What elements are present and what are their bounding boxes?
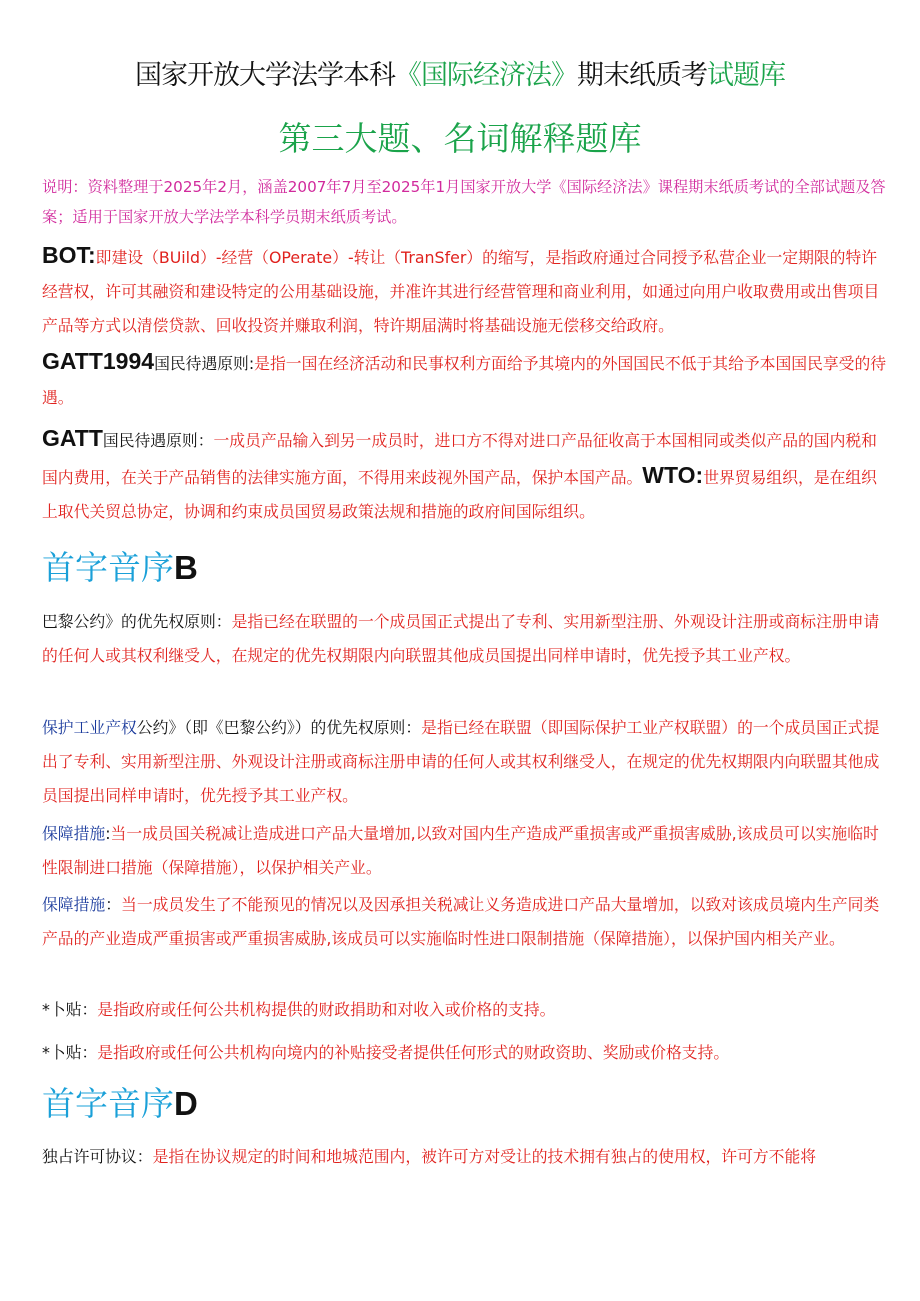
entry-term: : [105, 824, 111, 843]
entry-definition: 一成员产品输入到另一成员时，进口方不得对进口产品征收高于本国相同或类似产品的国内税和国内费用，在关于产品销售的法律实施方面，不得用来歧视外国产品，保护本国产品。 [42, 431, 877, 487]
entry-industrial-property-priority [42, 711, 887, 813]
section-heading-b [42, 546, 198, 590]
intro-note: 说明：资料整理于2025年2月，涵盖2007年7月至2025年1月国家开放大学《国际经济法》课程期末纸质考试的全部试题及答案；适用于国家开放大学法学本科学员期末纸质考试。 [42, 178, 886, 226]
entry-term-highlight: 保障措施 [42, 895, 106, 914]
entry-bot [42, 238, 887, 343]
entry-gatt [42, 421, 887, 529]
entry-definition: 是指政府或任何公共机构提供的财政捐助和对收入或价格的支持。 [97, 1000, 556, 1019]
entry-definition: 是指一国在经济活动和民事权利方面给予其境内的外国国民不低于其给予本国国民享受的待遇。 [42, 354, 887, 407]
title-prefix: 国家开放大学法学本科 [135, 60, 395, 91]
entry-term: *卜贴： [42, 1043, 98, 1062]
entry-term-highlight: 保障措施 [42, 824, 106, 843]
section-heading-d [42, 1082, 198, 1126]
entry-definition: 是指已经在联盟（即国际保护工业产权联盟）的一个成员国正式提出了专利、实用新型注册、外观设计注册或商标注册申请的任何人或其权利继受人，在规定的优先权期限内向联盟其他成员国提出同样申请时，优先授予其工业产权。 [42, 718, 880, 805]
section-letter: B [174, 549, 198, 586]
title-middle: 期末纸质考 [577, 60, 707, 91]
entry-exclusive-license [42, 1140, 887, 1174]
entry-paris-priority [42, 605, 887, 673]
entry-term-code: GATT [42, 425, 103, 451]
entry-definition: 是指已经在联盟的一个成员国正式提出了专利、实用新型注册、外观设计注册或商标注册申请的任何人或其权利继受人，在规定的优先权期限内向联盟其他成员国提出同样申请时，优先授予其工业产权。 [42, 612, 880, 665]
entry-safeguard-2 [42, 888, 887, 956]
entry-definition: 即建设（BUild）-经营（OPerate）-转让（TranSfer）的缩写，是指政府通过合同授予私营企业一定期限的特许经营权，许可其融资和建设特定的公用基础设施，并准许其进行经营管理和商业利用，如通过向用户收取费用或出售项目产品等方式以清偿贷款、回收投资并赚取利润，特许期届满时将基础设施无偿移交给政府。 [42, 248, 880, 335]
entry-term: BOT: [42, 242, 96, 268]
section-label: 首字音序 [42, 1084, 174, 1123]
entry-term: 公约》（即《巴黎公约》）的优先权原则： [136, 718, 422, 737]
entry-definition: 当一成员发生了不能预见的情况以及因承担关税减让义务造成进口产品大量增加，以致对该成员境内生产同类产品的产业造成严重损害或严重损害威胁,该成员可以实施临时性进口限制措施（保障措施），以保护国内相关产业。 [42, 895, 880, 948]
entry-term: 巴黎公约》的优先权原则： [42, 612, 232, 631]
entry-definition: 是指在协议规定的时间和地城范围内，被许可方对受让的技术拥有独占的使用权，许可方不能将 [152, 1147, 817, 1166]
section-label: 首字音序 [42, 548, 174, 587]
entry-definition-wto: 世界贸易组织，是在组织上取代关贸总协定，协调和约束成员国贸易政策法规和措施的政府间国际组织。 [42, 468, 877, 521]
entry-definition: 是指政府或任何公共机构向境内的补贴接受者提供任何形式的财政资助、奖励或价格支持。 [97, 1043, 730, 1062]
section-letter: D [174, 1085, 198, 1122]
entry-subsidy-2 [42, 1036, 887, 1070]
entry-term-wto: WTO: [642, 462, 704, 488]
entry-term-highlight: 保护工业产权 [42, 718, 137, 737]
entry-term-code: GATT1994 [42, 348, 155, 374]
entry-definition: 当一成员国关税减让造成进口产品大量增加,以致对国内生产造成严重损害或严重损害威胁,该成员可以实施临时性限制进口措施（保障措施），以保护相关产业。 [42, 824, 879, 877]
entry-subsidy-1 [42, 993, 887, 1027]
entry-term: *卜贴： [42, 1000, 98, 1019]
course-name: 《国际经济法》 [395, 60, 577, 91]
entry-term: 独占许可协议： [42, 1147, 153, 1166]
entry-gatt1994 [42, 344, 887, 415]
page-subtitle: 第三大题、名词解释题库 [278, 119, 642, 158]
entry-safeguard-1 [42, 817, 887, 885]
page-title [0, 58, 920, 94]
title-suffix: 试题库 [707, 60, 785, 91]
entry-term: 国民待遇原则： [102, 431, 214, 450]
entry-term: ： [105, 895, 122, 914]
entry-term: 国民待遇原则: [154, 354, 255, 373]
